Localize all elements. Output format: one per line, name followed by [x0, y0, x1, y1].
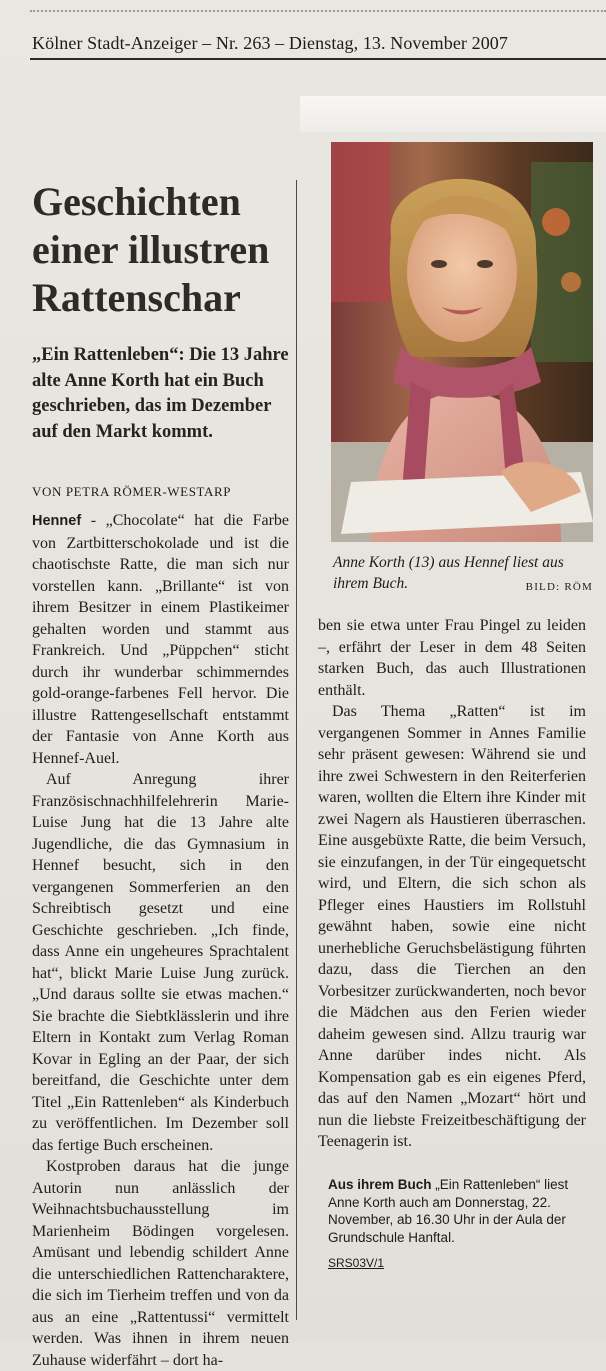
- masthead: Kölner Stadt-Anzeiger – Nr. 263 – Dienstag, 13. November 2007: [32, 33, 508, 53]
- portrait-photo-image: [331, 142, 593, 542]
- paragraph-3: Kostproben daraus hat die junge Autorin nun anlässlich der Weihnachtsbuchausstellung im Marienheim Bödingen vorgelesen. Amüsant und lebendig schildert Anne die unterschiedlichen Rattencharaktere, die sich im Tierheim treffen und von da aus an eine „Rattentussi“ vermittelt werden. Was ihnen in ihrem neuen Zuhause widerfährt – dort ha-: [32, 1158, 289, 1369]
- article-column-2: [318, 615, 586, 1153]
- photo-caption: [333, 552, 593, 598]
- scan-overlap-strip: [300, 96, 606, 132]
- paragraph-4: ben sie etwa unter Frau Pingel zu leiden –, erfährt der Leser in dem 48 Seiten starken Buch, das auch Illustrationen enthält.: [318, 617, 586, 699]
- info-box: [328, 1176, 590, 1246]
- photo-credit: BILD: RÖM: [525, 581, 593, 593]
- dotted-cut-line: [30, 10, 606, 12]
- page-code: SRS03V/1: [328, 1256, 385, 1270]
- headline-line-3: Rattenschar: [32, 275, 241, 320]
- subheadline: „Ein Rattenleben“: Die 13 Jahre alte Anne Korth hat ein Buch geschrieben, das im Dezember auf den Markt kommt.: [32, 345, 289, 442]
- dateline: Hennef: [32, 513, 82, 529]
- paragraph-5: Das Thema „Ratten“ ist im vergangenen Sommer in Annes Familie sehr präsent gewesen: Während sie und ihre zwei Schwestern in den Reiterferien waren, wollten die Eltern ihre Kinder mit zwei Nagern als Haustieren überraschen. Eine ausgebüxte Ratte, die beim Versuch, sie einzufangen, in der Tür eingequetscht wird, und Eltern, die sich schon als Pfleger eines Haustiers im Rollstuhl gewähnt haben, sowie eine nicht unerhebliche Geruchsbelästigung führten dazu, dass die Tierchen an den Vorbesitzer zurückwanderten, noch bevor die Mädchen aus den Ferien wieder daheim gewesen sind. Allzu traurig war Anne darüber indes nicht. Als Kompensation gab es ein eigenes Pferd, das auf den Namen „Mozart“ hört und nun die liebste Freizeitbeschäftigung der Teenagerin ist.: [318, 703, 586, 1150]
- info-box-text: „Ein Rattenleben“ liest Anne Korth auch am Donnerstag, 22. November, ab 16.30 Uhr in der Aula der Grundschule Hanftal.: [328, 1177, 569, 1245]
- headline-line-1: Geschichten: [32, 179, 241, 224]
- article-column-1: [32, 510, 289, 1371]
- paragraph-2: Auf Anregung ihrer Französischnachhilfelehrerin Marie-Luise Jung hat die 13 Jahre alte Jugendliche, die das Gymnasium in Hennef besucht, sich in den vergangenen Sommerferien an den Schreibtisch gesetzt und eine Geschichte geschrieben. „Ich finde, dass Anne ein ungeheures Sprachtalent hat“, blickt Marie Luise Jung zurück. „Und daraus sollte sie etwas machen.“ Sie brachte die Siebtklässlerin und ihre Eltern in Kontakt zum Verlag Roman Kovar in Egling an der Paar, der sich bereitfand, die Geschichte unter dem Titel „Ein Rattenleben“ als Kinderbuch zu veröffentlichen. Im Dezember soll das fertige Buch erscheinen.: [32, 771, 289, 1154]
- portrait-photo: [331, 142, 593, 542]
- caption-text: Anne Korth (13) aus Hennef liest aus ihrem Buch.: [333, 554, 564, 592]
- info-box-lead: Aus ihrem Buch: [328, 1177, 432, 1192]
- paragraph-1-text: - „Chocolate“ hat die Farbe von Zartbitterschokolade und ist die chaotischste Ratte, die man sich nur vorstellen kann. „Brillante“ ist von ihrem Besitzer in einem Plastikeimer gehalten worden und stammt aus Frankreich. Und „Püppchen“ sticht durch ihr wunderbar schimmerndes gold-orange-farbenes Fell hervor. Die illustre Rattengesellschaft entstammt der Fantasie von Anne Korth aus Hennef-Auel.: [32, 512, 289, 767]
- byline: VON PETRA RÖMER-WESTARP: [32, 484, 232, 499]
- column-divider: [296, 180, 297, 1320]
- masthead-rule: [30, 58, 606, 60]
- headline-line-2: einer illustren: [32, 227, 270, 272]
- headline: [32, 178, 294, 322]
- paragraph-1: [32, 510, 289, 769]
